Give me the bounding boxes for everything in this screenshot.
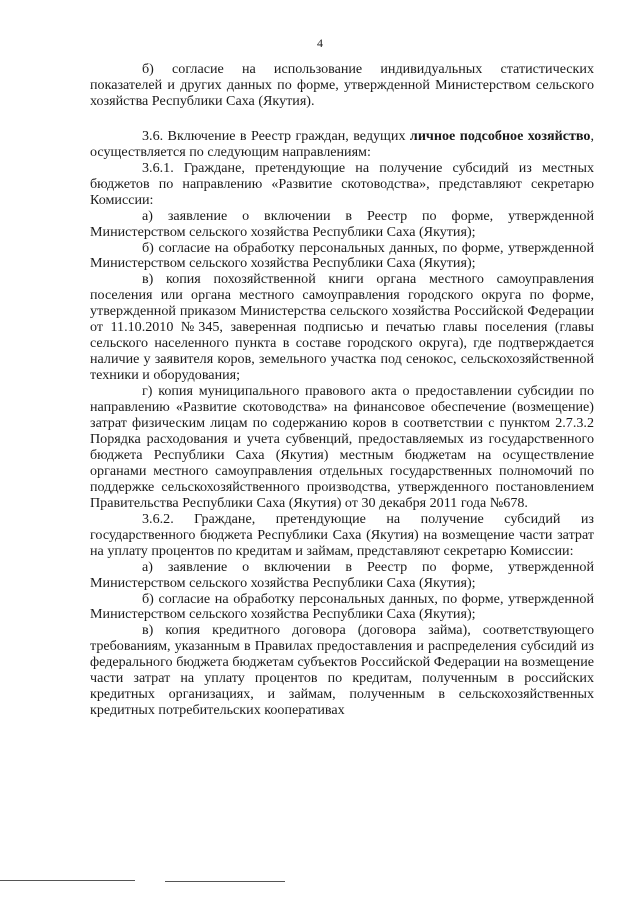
- footer-divider-left: [0, 880, 135, 881]
- paragraph-3-6-1-item-v: в) копия похозяйственной книги органа местного самоуправления поселения или органа местного самоуправления городского округа по форме, утвержденной приказом Министерства сельского хозяйства Российской Федерации от 11.10.2010 №345, заверенная подписью и печатью главы поселения (главы сельского населенного пункта в составе городского округа), где подтверждается наличие у заявителя коров, земельного участка под сенокос, сельскохозяйственной техники и оборудования;: [90, 271, 594, 384]
- footer-divider-right: [165, 881, 285, 882]
- paragraph-consent-statistics: б) согласие на использование индивидуальных статистических показателей и других данных по форме, утвержденной Министерством сельского хозяйства Республики Саха (Якутия).: [90, 61, 594, 109]
- paragraph-gap: [90, 110, 594, 129]
- section-3-6-outro: , осуществляется по следующим направлениям:: [90, 127, 594, 160]
- paragraph-section-3-6-2: 3.6.2. Граждане, претендующие на получение субсидий из государственного бюджета Республики Саха (Якутия) на возмещение части затрат на уплату процентов по кредитам и займам, представляют секретарю Комиссии:: [90, 510, 594, 559]
- paragraph-section-3-6: [90, 129, 594, 161]
- document-body: [90, 62, 594, 719]
- paragraph-3-6-2-item-v: в) копия кредитного договора (договора займа), соответствующего требованиям, указанным в Правилах предоставления и распределения субсидий из федерального бюджета бюджетам субъектов Российской Федерации на возмещение части затрат на уплату процентов по кредитам, полученным в российских кредитных организациях, и займам, полученным в сельскохозяйственных кредитных потребительских кооперативах: [90, 622, 594, 719]
- paragraph-section-3-6-1: 3.6.1. Граждане, претендующие на получение субсидий из местных бюджетов по направлению «Развитие скотоводства», представляют секретарю Комиссии:: [90, 159, 594, 208]
- paragraph-3-6-1-item-b: б) согласие на обработку персональных данных, по форме, утвержденной Министерством сельского хозяйства Республики Саха (Якутия);: [90, 239, 594, 272]
- paragraph-3-6-2-item-b: б) согласие на обработку персональных данных, по форме, утвержденной Министерством сельского хозяйства Республики Саха (Якутия);: [90, 590, 594, 623]
- section-3-6-intro: 3.6. Включение в Реестр граждан, ведущих: [142, 127, 410, 144]
- section-3-6-bold-term: личное подсобное хозяйство: [409, 127, 591, 144]
- paragraph-3-6-2-item-a: а) заявление о включении в Реестр по форме, утвержденной Министерством сельского хозяйства Республики Саха (Якутия);: [90, 558, 594, 591]
- paragraph-3-6-1-item-a: а) заявление о включении в Реестр по форме, утвержденной Министерством сельского хозяйства Республики Саха (Якутия);: [90, 207, 594, 240]
- page-number: 4: [317, 36, 323, 50]
- paragraph-3-6-1-item-g: г) копия муниципального правового акта о предоставлении субсидии по направлению «Развитие скотоводства» на финансовое обеспечение (возмещение) затрат физическим лицам по содержанию коров в соответствии с пунктом 2.7.3.2 Порядка расходования и учета субвенций, предоставляемых из государственного бюджета Республики Саха (Якутия) местным бюджетам на осуществление органами местного самоуправления отдельных государственных полномочий по поддержке сельскохозяйственного производства, утвержденного постановлением Правительства Республики Саха (Якутия) от 30 декабря 2011 года №678.: [90, 383, 594, 511]
